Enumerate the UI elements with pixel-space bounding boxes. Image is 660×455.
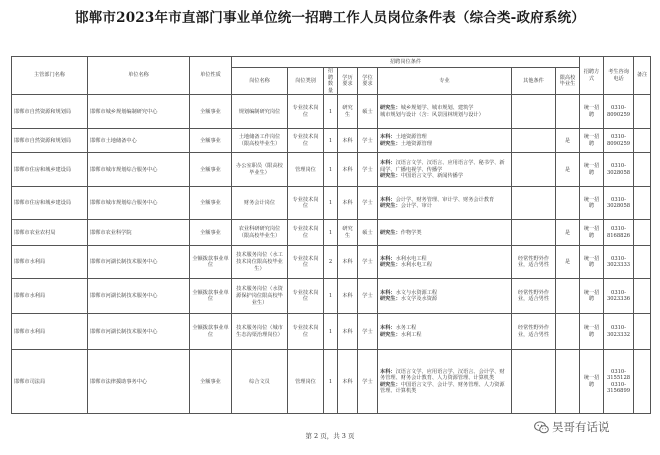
row-other [512,187,556,220]
row-phone: 0310-3023332 [604,314,634,350]
row-count: 1 [324,350,338,414]
major-text: 水利工程 [400,331,422,338]
row-remark [634,350,651,414]
row-other: 经常性野外作业，适合男性 [512,314,556,350]
row-post: 综合文员 [232,350,288,414]
table-row [12,95,651,129]
row-fresh-grad: 是 [556,246,580,279]
row-unit: 邯郸市城乡规划编制研究中心 [88,95,190,129]
row-major [378,95,512,129]
row-remark [634,129,651,153]
row-nature: 全额事业 [190,350,232,414]
row-major [378,314,512,350]
row-degree: 硕士 [358,95,378,129]
header-degree: 学位要求 [358,68,378,95]
row-phone: 0310-3028058 [604,153,634,187]
major-text: 水文与水资源工程 [395,289,438,296]
row-remark [634,279,651,314]
major-line [380,230,509,237]
row-major [378,220,512,246]
table-row [12,350,651,414]
row-exam: 统一招聘 [580,220,604,246]
major-line [380,160,509,173]
row-phone: 0310-8090259 [604,95,634,129]
major-text: 中国语言文学、会计学、财务管理、人力资源管理、计算机类 [380,381,505,395]
row-category: 专业技术岗位 [288,129,324,153]
row-fresh-grad [556,350,580,414]
row-exam: 统一招聘 [580,314,604,350]
row-unit: 邯郸市城市规划综合服务中心 [88,153,190,187]
major-text: 中国语言文学、新闻传播学 [400,173,464,180]
row-education: 本科 [338,350,358,414]
row-remark [634,95,651,129]
row-count: 1 [324,95,338,129]
row-exam: 统一招聘 [580,279,604,314]
major-line [380,382,509,395]
row-degree: 学士 [358,350,378,414]
row-fresh-grad [556,95,580,129]
page-footer: 第 2 页，共 3 页 [305,432,355,440]
row-count: 2 [324,246,338,279]
row-dept: 邯郸市住房和城乡建设局 [12,187,88,220]
major-text: 汉语言文学、应用语言学、汉语言、会计学、财务管理、财务会计教育、人力资源管理、计算机类 [380,368,505,382]
row-count: 1 [324,187,338,220]
page-title: 邯郸市2023年市直部门事业单位统一招聘工作人员岗位条件表（综合类-政府系统） [75,10,585,26]
row-education: 本科 [338,129,358,153]
header-phone: 考生咨询电话 [604,57,634,95]
row-post: 技术服务岗位（水工技术岗位限高校毕业生） [232,246,288,279]
major-text: 城市规划与设计（含：风景园林规划与设计） [380,111,484,118]
row-nature: 全额事业 [190,220,232,246]
major-level-label: 本科： [380,368,396,375]
major-level-label: 研究生： [380,229,401,236]
major-line [380,141,509,148]
major-text: 水利水电工程 [400,262,432,269]
major-line [380,296,509,303]
row-category: 专业技术岗位 [288,220,324,246]
table-row [12,246,651,279]
major-level-label: 研究生： [380,381,401,388]
row-education: 本科 [338,279,358,314]
row-degree: 学士 [358,314,378,350]
row-major [378,187,512,220]
row-count: 1 [324,220,338,246]
major-level-label: 研究生： [380,331,401,338]
row-other [512,129,556,153]
header-post: 岗位名称 [232,68,288,95]
major-line [380,173,509,180]
row-nature: 全额拨款事业单位 [190,279,232,314]
wechat-icon [534,421,549,434]
row-unit: 邯郸市河湖长制技术服务中心 [88,246,190,279]
row-nature: 全额事业 [190,129,232,153]
major-line [380,332,509,339]
row-other [512,220,556,246]
row-category: 管理岗位 [288,153,324,187]
row-remark [634,220,651,246]
row-unit: 邯郸市河湖长制技术服务中心 [88,314,190,350]
row-exam: 统一招聘 [580,246,604,279]
major-text: 水利水电工程 [395,255,427,262]
major-line [380,112,509,119]
header-remark: 备注 [634,57,651,95]
header-conditions: 招聘岗位条件 [232,57,580,68]
table-row [12,129,651,153]
row-post: 技术服务岗位（水资源保护岗位限高校毕业生） [232,279,288,314]
row-fresh-grad: 是 [556,129,580,153]
major-text: 水务工程 [395,325,417,332]
table-row [12,220,651,246]
row-fresh-grad: 是 [556,220,580,246]
major-level-label: 本科： [380,255,396,262]
major-level-label: 本科： [380,325,396,332]
row-degree: 硕士 [358,220,378,246]
table-row [12,314,651,350]
major-line [380,325,509,332]
header-category: 岗位类别 [288,68,324,95]
row-major [378,350,512,414]
major-line [380,203,509,210]
row-exam: 统一招聘 [580,187,604,220]
header-other: 其他条件 [512,68,556,95]
row-dept: 邯郸市水利局 [12,279,88,314]
row-unit: 邯郸市城市规划综合服务中心 [88,187,190,220]
major-line [380,105,509,112]
row-dept: 邯郸市水利局 [12,314,88,350]
row-education: 研究生 [338,220,358,246]
header-nature: 单位性质 [190,57,232,95]
row-exam: 统一招聘 [580,129,604,153]
row-fresh-grad [556,314,580,350]
major-level-label: 研究生： [380,203,401,210]
watermark-text: 昊哥有话说 [552,420,610,434]
row-remark [634,153,651,187]
row-education: 本科 [338,246,358,279]
row-fresh-grad: 是 [556,153,580,187]
row-education: 本科 [338,314,358,350]
row-remark [634,187,651,220]
row-degree: 学士 [358,279,378,314]
row-fresh-grad [556,279,580,314]
row-nature: 全额事业 [190,95,232,129]
major-level-label: 本科： [380,134,396,141]
row-unit: 邯郸市河湖长制技术服务中心 [88,279,190,314]
row-degree: 学士 [358,153,378,187]
row-degree: 学士 [358,246,378,279]
table-row [12,153,651,187]
row-post: 办公室职员（限高校毕业生） [232,153,288,187]
table-row [12,279,651,314]
recruitment-table [11,56,651,414]
major-line [380,134,509,141]
row-exam: 统一招聘 [580,350,604,414]
row-dept: 邯郸市司法局 [12,350,88,414]
major-level-label: 研究生： [380,140,401,147]
row-exam: 统一招聘 [580,95,604,129]
watermark [534,418,610,436]
row-major [378,246,512,279]
row-count: 1 [324,279,338,314]
header-unit: 单位名称 [88,57,190,95]
row-count: 1 [324,314,338,350]
row-dept: 邯郸市自然资源和规划局 [12,95,88,129]
row-phone: 0310-8168826 [604,220,634,246]
row-degree: 学士 [358,187,378,220]
major-line [380,262,509,269]
row-remark [634,246,651,279]
header-count: 招聘数量 [324,68,338,95]
header-dept: 主管部门名称 [12,57,88,95]
header-education: 学历要求 [338,68,358,95]
row-other: 经常性野外作业，适合男性 [512,279,556,314]
row-phone: 0310-3155128 0310-3156899 [604,350,634,414]
row-education: 研究生 [338,95,358,129]
major-level-label: 本科： [380,159,396,166]
row-phone: 0310-3023333 [604,246,634,279]
row-category: 专业技术岗位 [288,246,324,279]
row-unit: 邯郸市法律援助事务中心 [88,350,190,414]
major-level-label: 本科： [380,289,396,296]
row-category: 专业技术岗位 [288,314,324,350]
header-fresh-grad: 限高校毕业生 [556,68,580,95]
row-nature: 全额事业 [190,153,232,187]
row-exam: 统一招聘 [580,153,604,187]
row-other [512,95,556,129]
header-major: 专业 [378,68,512,95]
row-major [378,153,512,187]
row-category: 专业技术岗位 [288,187,324,220]
row-education: 本科 [338,153,358,187]
major-text: 城乡规划学、城市规划、建筑学 [400,105,474,112]
row-category: 专业技术岗位 [288,95,324,129]
row-post: 技术服务岗位（城市生态沟渠治理岗位） [232,314,288,350]
major-text: 土地资源管理 [400,140,432,147]
row-nature: 全额事业 [190,187,232,220]
major-text: 作物学类 [400,229,422,236]
row-unit: 邯郸市农业科学院 [88,220,190,246]
major-level-label: 研究生： [380,262,401,269]
row-major [378,279,512,314]
row-fresh-grad [556,187,580,220]
row-category: 专业技术岗位 [288,279,324,314]
major-level-label: 本科： [380,196,396,203]
row-post: 财务会计岗位 [232,187,288,220]
row-dept: 邯郸市住房和城乡建设局 [12,153,88,187]
row-nature: 全额拨款事业单位 [190,246,232,279]
row-major [378,129,512,153]
major-level-label: 研究生： [380,173,401,180]
row-dept: 邯郸市农业农村局 [12,220,88,246]
major-text: 汉语言文学、汉语言、应用语言学、秘书学、新闻学、广播电视学、传播学 [380,159,505,173]
table-row [12,187,651,220]
major-level-label: 研究生： [380,105,401,112]
row-nature: 全额拨款事业单位 [190,314,232,350]
header-exam: 招聘方式 [580,57,604,95]
major-text: 土地资源管理 [395,134,427,141]
row-other: 经常性野外作业，适合男性 [512,246,556,279]
row-category: 管理岗位 [288,350,324,414]
row-other [512,350,556,414]
row-remark [634,314,651,350]
major-level-label: 研究生： [380,296,401,303]
row-dept: 邯郸市自然资源和规划局 [12,129,88,153]
row-dept: 邯郸市水利局 [12,246,88,279]
row-phone: 0310-3023336 [604,279,634,314]
major-text: 会计学、财务管理、审计学、财务会计教育 [395,196,495,203]
row-post: 农业科研研究岗位（限高校毕业生） [232,220,288,246]
major-line [380,369,509,382]
row-post: 规划编制研究岗位 [232,95,288,129]
row-post: 土地储备工作岗位（限高校毕业生） [232,129,288,153]
major-text: 水文学及水资源 [400,296,438,303]
row-count: 1 [324,153,338,187]
row-phone: 0310-8090259 [604,129,634,153]
row-phone: 0310-3028058 [604,187,634,220]
major-text: 会计学、审计 [400,203,432,210]
row-degree: 学士 [358,129,378,153]
row-other [512,153,556,187]
row-unit: 邯郸市土地储备中心 [88,129,190,153]
row-count: 1 [324,129,338,153]
row-education: 本科 [338,187,358,220]
